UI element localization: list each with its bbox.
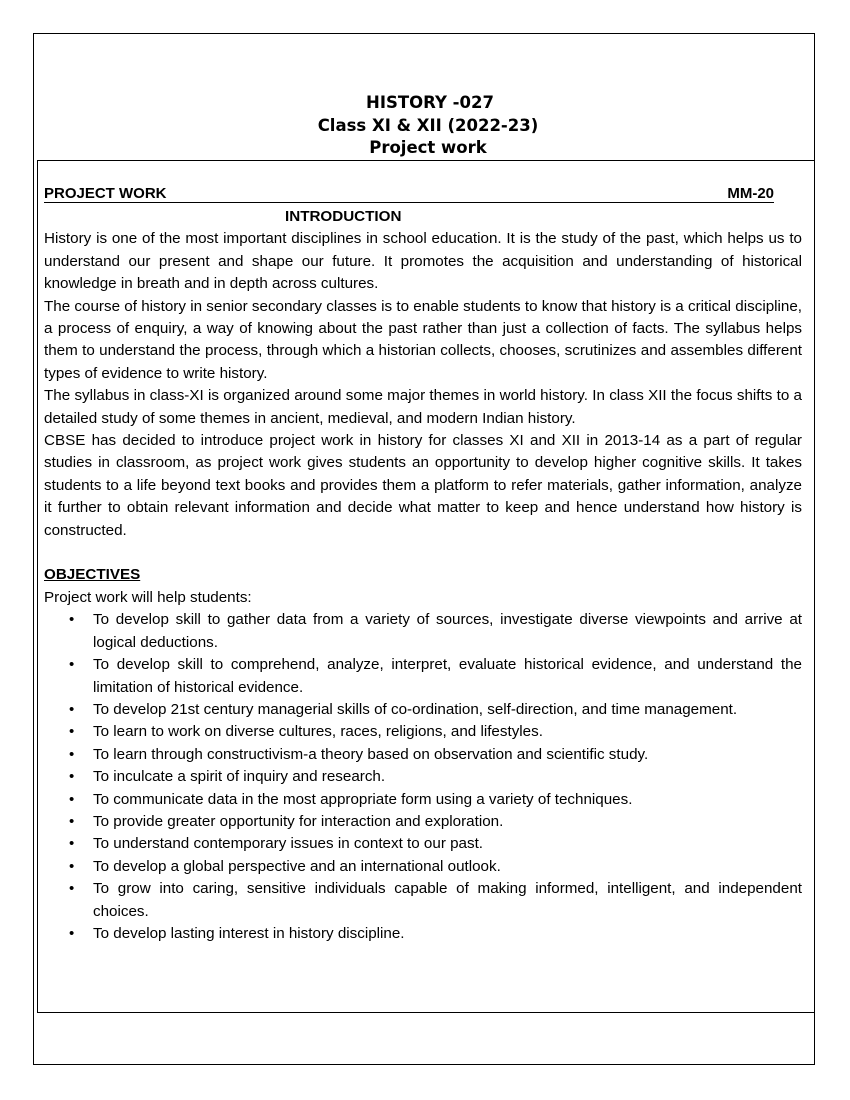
bullet-icon: • — [69, 700, 75, 718]
objective-text: To develop skill to comprehend, analyze, interpret, evaluate historical evidence, and understand the limitation of historical evidence. — [93, 656, 802, 696]
bullet-icon: • — [69, 790, 75, 808]
objective-item — [44, 721, 802, 743]
bullet-icon: • — [69, 768, 75, 786]
objective-text: To develop a global perspective and an international outlook. — [93, 857, 501, 875]
introduction-heading: INTRODUCTION — [285, 208, 402, 225]
class-session-title: Class XI & XII (2022-23) — [317, 115, 539, 135]
objectives-lead: Project work will help students: — [44, 588, 252, 606]
max-marks-label: MM-20 — [727, 185, 774, 202]
objective-text: To grow into caring, sensitive individuals capable of making informed, intelligent, and independent choices. — [93, 880, 802, 920]
objective-item — [44, 833, 802, 855]
objective-item — [44, 811, 802, 833]
objective-text: To learn to work on diverse cultures, races, religions, and lifestyles. — [93, 723, 543, 741]
bullet-icon: • — [69, 924, 75, 942]
section-spacer — [44, 542, 802, 564]
document-body — [44, 183, 802, 945]
bullet-icon: • — [69, 812, 75, 830]
objective-item — [44, 654, 802, 699]
intro-paragraph: The syllabus in class-XI is organized around some major themes in world history. In class XII the focus shifts to a detailed study of some themes in ancient, medieval, and modern Indian history. — [44, 387, 802, 427]
objective-text: To develop lasting interest in history discipline. — [93, 924, 405, 942]
objective-text: To inculcate a spirit of inquiry and research. — [93, 768, 386, 786]
project-work-header-row — [44, 183, 774, 203]
bullet-icon: • — [69, 723, 75, 741]
objective-item — [44, 789, 802, 811]
objective-item — [44, 878, 802, 923]
intro-paragraph: History is one of the most important disciplines in school education. It is the study of the past, which helps us to understand our present and shape our future. It promotes the acquisition and understanding of historical knowledge in breath and in depth across cultures. — [44, 230, 802, 293]
objective-item — [44, 744, 802, 766]
intro-paragraph: The course of history in senior secondary classes is to enable students to know that history is a critical discipline, a process of enquiry, a way of knowing about the past rather than just a collection of facts. The syllabus helps them to understand the process, through which a historian collects, chooses, scrutinizes and assembles different types of evidence to write history. — [44, 297, 802, 382]
document-heading — [0, 92, 850, 160]
objective-item — [44, 699, 802, 721]
objective-item — [44, 609, 802, 654]
objective-text: To develop 21st century managerial skills of co-ordination, self-direction, and time management. — [93, 700, 738, 718]
objective-text: To develop skill to gather data from a variety of sources, investigate diverse viewpoints and arrive at logical deductions. — [93, 611, 802, 651]
bullet-icon: • — [69, 857, 75, 875]
objective-item — [44, 856, 802, 878]
bullet-icon: • — [69, 745, 75, 763]
objective-text: To understand contemporary issues in context to our past. — [93, 835, 484, 853]
project-work-title: Project work — [369, 138, 487, 157]
objective-item — [44, 766, 802, 788]
bullet-icon: • — [69, 611, 75, 629]
project-work-label: PROJECT WORK — [44, 185, 167, 202]
subject-code-title: HISTORY -027 — [366, 93, 494, 112]
objective-item — [44, 923, 802, 945]
objectives-heading: OBJECTIVES — [44, 566, 141, 584]
bullet-icon: • — [69, 656, 75, 674]
bullet-icon: • — [69, 835, 75, 853]
objective-text: To learn through constructivism-a theory based on observation and scientific study. — [93, 745, 649, 763]
intro-paragraph: CBSE has decided to introduce project work in history for classes XI and XII in 2013-14 as a part of regular studies in classroom, as project work gives students an opportunity to develop higher cognitive skills. It takes students to a life beyond text books and provides them a platform to refer materials, gather information, analyze it further to obtain relevant information and decide what matter to keep and hence understand how history is constructed. — [44, 432, 802, 539]
objective-text: To provide greater opportunity for interaction and exploration. — [93, 812, 504, 830]
objective-text: To communicate data in the most appropriate form using a variety of techniques. — [93, 790, 633, 808]
bullet-icon: • — [69, 880, 75, 898]
objectives-list — [44, 609, 802, 945]
